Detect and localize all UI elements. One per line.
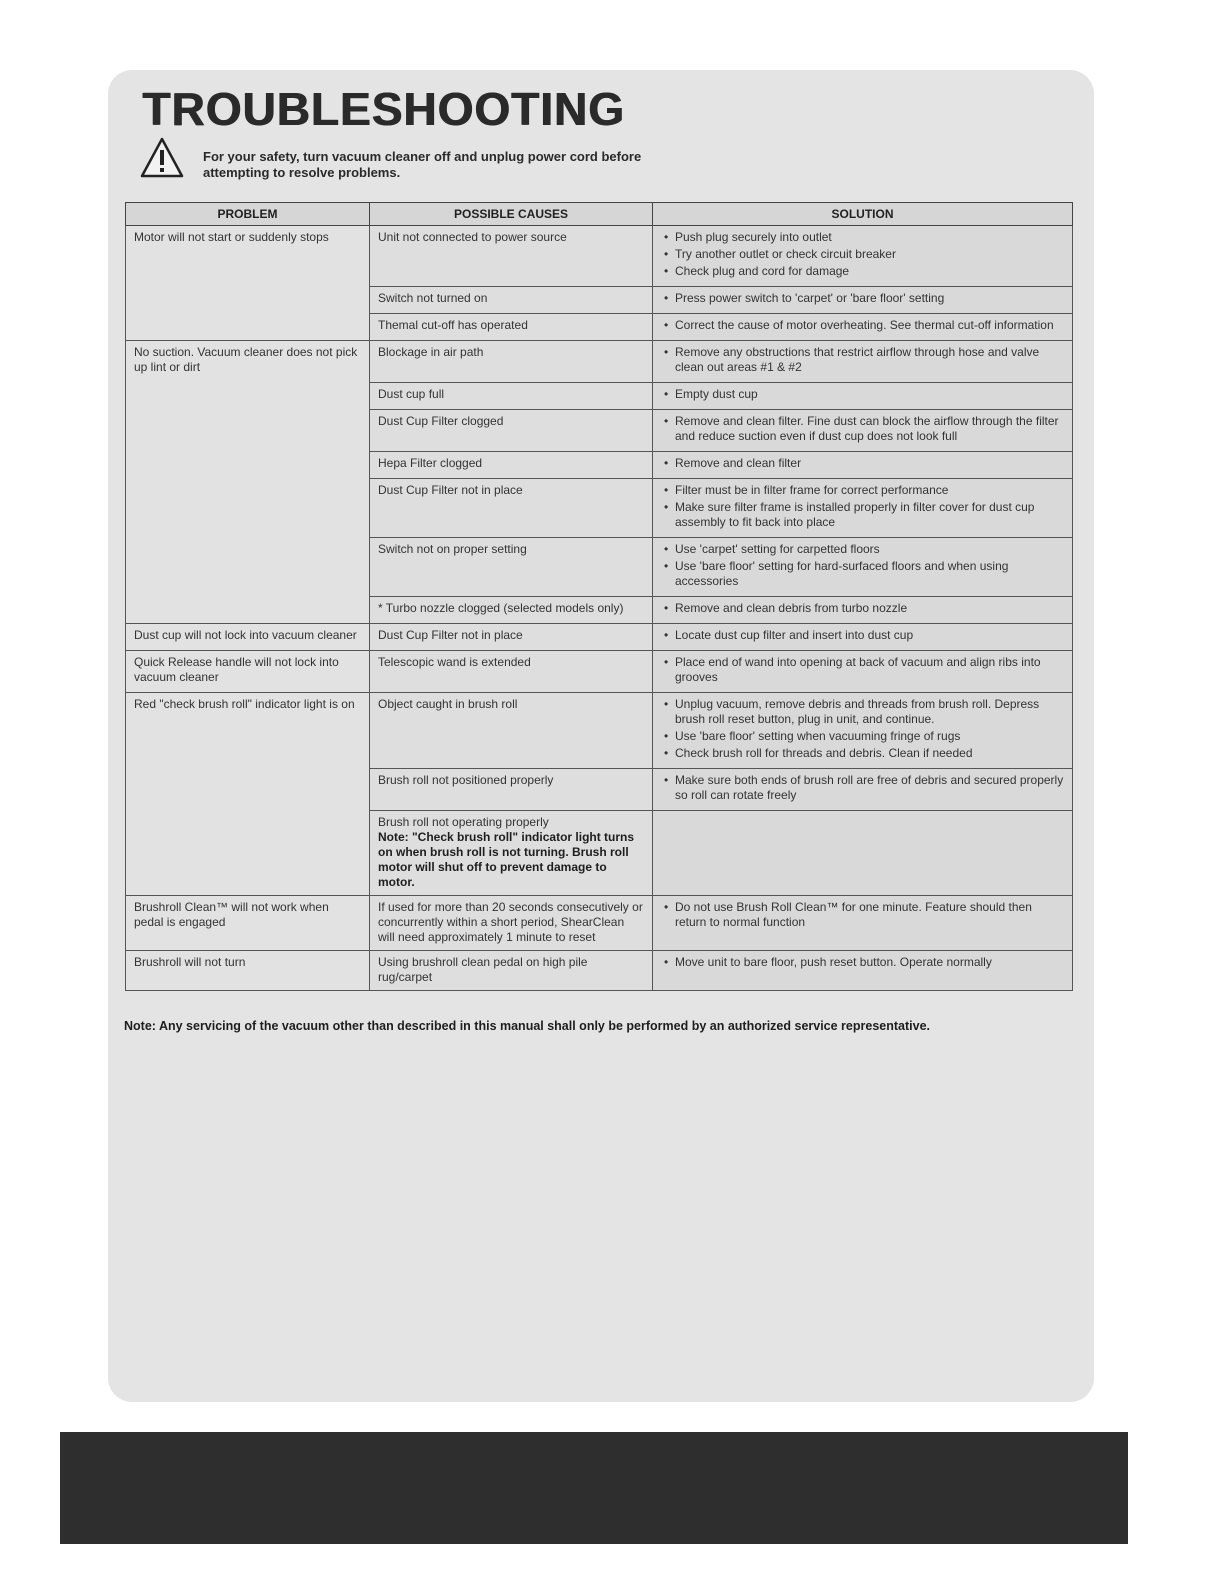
table-row (126, 896, 1073, 951)
header-solution: SOLUTION (653, 203, 1073, 226)
cause-text: Hepa Filter clogged (378, 456, 483, 470)
solution-cell (653, 769, 1073, 811)
table-header-row (126, 203, 1073, 226)
solution-item: • Remove and clean filter (661, 456, 1064, 471)
cause-cell (370, 896, 653, 951)
cause-text: Brush roll not operating properly (378, 815, 549, 829)
solution-item: • Use 'carpet' setting for carpetted floors (661, 542, 1064, 557)
cause-cell (370, 597, 653, 624)
solution-item: • Make sure both ends of brush roll are free of debris and secured properly so roll can rotate freely (661, 773, 1064, 803)
cause-cell (370, 693, 653, 769)
solution-cell (653, 226, 1073, 287)
footer-bar (60, 1432, 1128, 1544)
solution-cell (653, 383, 1073, 410)
solution-item: • Unplug vacuum, remove debris and threads from brush roll. Depress brush roll reset button, plug in unit, and continue. (661, 697, 1064, 727)
solution-item: • Remove and clean debris from turbo nozzle (661, 601, 1064, 616)
cause-cell (370, 287, 653, 314)
problem-cell: Brushroll Clean™ will not work when pedal is engaged (126, 896, 370, 951)
solution-item: • Check brush roll for threads and debris. Clean if needed (661, 746, 1064, 761)
solution-item: • Locate dust cup filter and insert into dust cup (661, 628, 1064, 643)
solution-item: • Correct the cause of motor overheating. See thermal cut-off information (661, 318, 1064, 333)
troubleshooting-table (125, 202, 1073, 991)
solution-cell (653, 651, 1073, 693)
cause-text: Telescopic wand is extended (378, 655, 531, 669)
table-row (126, 341, 1073, 383)
cause-text: Switch not turned on (378, 291, 488, 305)
cause-cell (370, 341, 653, 383)
cause-cell (370, 624, 653, 651)
problem-cell: Quick Release handle will not lock into vacuum cleaner (126, 651, 370, 693)
table-row (126, 651, 1073, 693)
problem-cell: Dust cup will not lock into vacuum cleaner (126, 624, 370, 651)
solution-cell (653, 341, 1073, 383)
cause-text: If used for more than 20 seconds consecutively or concurrently within a short period, ShearClean will need approximately 1 minute to reset (378, 900, 643, 944)
cause-text: Dust cup full (378, 387, 445, 401)
table-row (126, 226, 1073, 287)
cause-cell (370, 651, 653, 693)
solution-item: • Do not use Brush Roll Clean™ for one minute. Feature should then return to normal function (661, 900, 1064, 930)
solution-item: • Remove any obstructions that restrict airflow through hose and valve clean out areas #1 & #2 (661, 345, 1064, 375)
cause-text: Using brushroll clean pedal on high pile rug/carpet (378, 955, 588, 984)
solution-item: • Try another outlet or check circuit breaker (661, 247, 1064, 262)
cause-text: Themal cut-off has operated (378, 318, 528, 332)
cause-cell (370, 314, 653, 341)
solution-cell (653, 951, 1073, 991)
solution-cell (653, 479, 1073, 538)
solution-item: • Use 'bare floor' setting for hard-surfaced floors and when using accessories (661, 559, 1064, 589)
table-row (126, 624, 1073, 651)
solution-cell (653, 538, 1073, 597)
solution-item: • Move unit to bare floor, push reset button. Operate normally (661, 955, 1064, 970)
solution-cell (653, 693, 1073, 769)
header-problem: PROBLEM (126, 203, 370, 226)
solution-item: • Remove and clean filter. Fine dust can block the airflow through the filter and reduce suction even if dust cup does not look full (661, 414, 1064, 444)
cause-cell (370, 383, 653, 410)
solution-cell (653, 624, 1073, 651)
cause-text: Blockage in air path (378, 345, 484, 359)
cause-text: * Turbo nozzle clogged (selected models only) (378, 601, 624, 615)
solution-cell (653, 452, 1073, 479)
cause-text: Dust Cup Filter not in place (378, 483, 523, 497)
solution-item: • Push plug securely into outlet (661, 230, 1064, 245)
cause-text: Dust Cup Filter clogged (378, 414, 504, 428)
solution-cell (653, 314, 1073, 341)
table-body (126, 226, 1073, 991)
service-note: Note: Any servicing of the vacuum other than described in this manual shall only be performed by an authorized service representative. (124, 1019, 930, 1033)
cause-cell (370, 226, 653, 287)
cause-note: Note: "Check brush roll" indicator light turns on when brush roll is not turning. Brush roll motor will shut off to prevent damage to motor. (378, 830, 635, 889)
cause-cell (370, 538, 653, 597)
cause-cell (370, 452, 653, 479)
cause-cell (370, 951, 653, 991)
page-title: TROUBLESHOOTING (142, 83, 625, 135)
safety-warning-text: For your safety, turn vacuum cleaner off and unplug power cord before attempting to resolve problems. (203, 149, 642, 180)
solution-item: • Filter must be in filter frame for correct performance (661, 483, 1064, 498)
solution-item: • Empty dust cup (661, 387, 1064, 402)
header-possible-causes: POSSIBLE CAUSES (370, 203, 653, 226)
cause-cell (370, 769, 653, 811)
problem-cell: Motor will not start or suddenly stops (126, 226, 370, 341)
cause-text: Dust Cup Filter not in place (378, 628, 523, 642)
solution-cell (653, 287, 1073, 314)
cause-cell (370, 479, 653, 538)
cause-text: Object caught in brush roll (378, 697, 518, 711)
solution-item: • Use 'bare floor' setting when vacuuming fringe of rugs (661, 729, 1064, 744)
solution-cell (653, 410, 1073, 452)
cause-text: Brush roll not positioned properly (378, 773, 554, 787)
problem-cell: Brushroll will not turn (126, 951, 370, 991)
cause-text: Unit not connected to power source (378, 230, 567, 244)
problem-cell: Red "check brush roll" indicator light is on (126, 693, 370, 896)
solution-item: • Make sure filter frame is installed properly in filter cover for dust cup assembly to fit back into place (661, 500, 1064, 530)
solution-item: • Place end of wand into opening at back of vacuum and align ribs into grooves (661, 655, 1064, 685)
table-row (126, 951, 1073, 991)
cause-cell (370, 811, 653, 896)
table-row (126, 693, 1073, 769)
warning-triangle-icon (140, 136, 184, 180)
solution-item: • Check plug and cord for damage (661, 264, 1064, 279)
solution-cell (653, 597, 1073, 624)
cause-cell (370, 410, 653, 452)
solution-cell (653, 811, 1073, 896)
cause-text: Switch not on proper setting (378, 542, 527, 556)
solution-cell (653, 896, 1073, 951)
solution-item: • Press power switch to 'carpet' or 'bare floor' setting (661, 291, 1064, 306)
problem-cell: No suction. Vacuum cleaner does not pick up lint or dirt (126, 341, 370, 624)
